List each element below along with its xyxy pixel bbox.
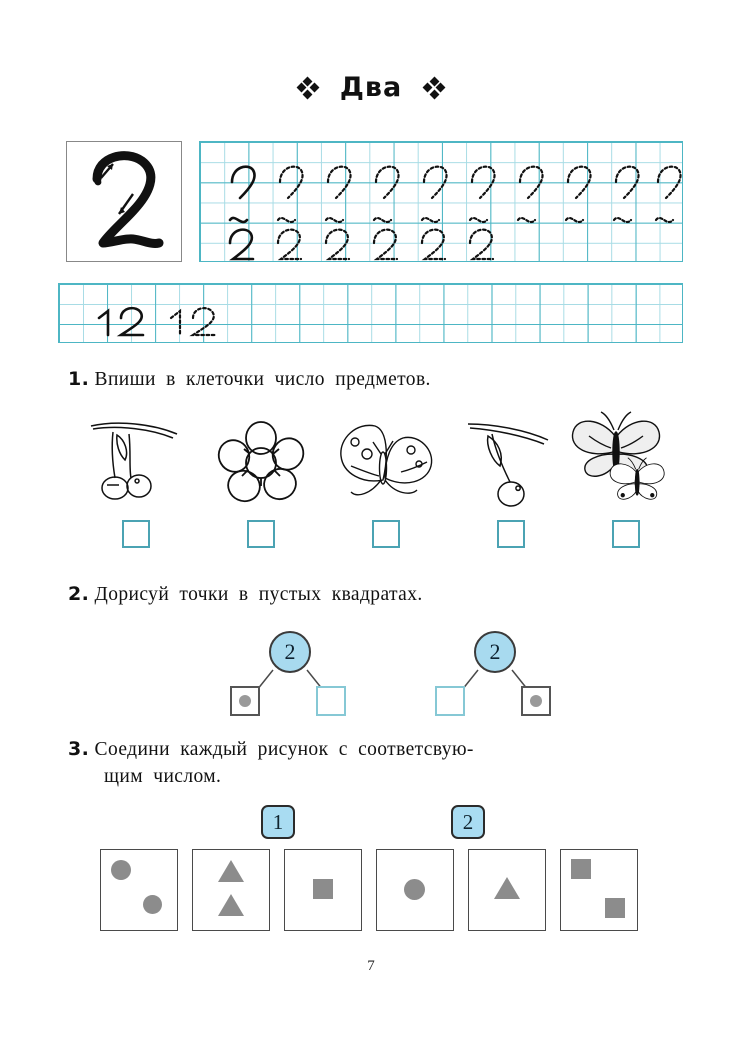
shape-card-2[interactable] [192, 849, 270, 931]
bond-total-circle: 2 [474, 631, 516, 673]
circle-shape [111, 860, 131, 880]
task-1-item-flower [198, 408, 324, 553]
tracing-glyphs-bottom [59, 284, 682, 342]
task-3-text-line2: щим числом. [104, 766, 222, 787]
task-1-answer-box[interactable] [247, 520, 275, 548]
diamond-ornament-right-icon [424, 78, 444, 98]
task-3-number: 3. [68, 738, 90, 760]
task-2-text: Дорисуй точки в пустых квадратах. [94, 584, 423, 605]
task-1-item-butterfly [323, 408, 449, 553]
cherry-icon [448, 408, 574, 513]
page-title [0, 72, 742, 103]
flower-icon [198, 408, 324, 513]
bond-part-filled-square [521, 686, 551, 716]
task-1-picture-row [58, 408, 688, 553]
model-digit-box [66, 141, 182, 262]
bond-part-filled-square [230, 686, 260, 716]
task-2-heading [68, 583, 423, 606]
triangle-shape [218, 894, 244, 916]
shape-card-1[interactable] [100, 849, 178, 931]
shape-card-3[interactable] [284, 849, 362, 931]
tracing-glyphs [200, 142, 682, 261]
title-text: Два [339, 72, 403, 103]
task-1-item-cherries-two [73, 408, 199, 553]
number-bond-2 [400, 628, 590, 718]
cherries-icon [73, 408, 199, 513]
bond-part-empty-square[interactable] [316, 686, 346, 716]
number-bond-1 [195, 628, 385, 718]
shape-card-4[interactable] [376, 849, 454, 931]
task-3-text-line1: Соедини каждый рисунок с соответсвую- [94, 739, 474, 760]
tracing-grid-bottom[interactable] [58, 283, 683, 343]
task-3-heading [68, 738, 474, 787]
butterflies-icon [563, 408, 689, 513]
number-tag-1[interactable]: 1 [261, 805, 295, 839]
square-shape [571, 859, 591, 879]
triangle-shape [218, 860, 244, 882]
bond-part-empty-square[interactable] [435, 686, 465, 716]
task-1-number: 1. [68, 368, 90, 390]
square-shape [605, 898, 625, 918]
shape-card-6[interactable] [560, 849, 638, 931]
tracing-grid-main[interactable] [199, 141, 683, 262]
task-1-answer-box[interactable] [612, 520, 640, 548]
triangle-shape [494, 877, 520, 899]
bond-total-circle: 2 [269, 631, 311, 673]
shape-card-5[interactable] [468, 849, 546, 931]
circle-shape [404, 879, 425, 900]
model-digit-2-icon [67, 142, 181, 261]
circle-shape [143, 895, 162, 914]
task-1-item-cherry-one [448, 408, 574, 553]
task-1-text: Впиши в клеточки число предметов. [94, 369, 431, 390]
task-1-answer-box[interactable] [372, 520, 400, 548]
dot-icon [239, 695, 251, 707]
task-1-item-butterflies-two [563, 408, 689, 553]
task-1-heading [68, 368, 431, 391]
diamond-ornament-left-icon [298, 78, 318, 98]
butterfly-icon [323, 408, 449, 513]
task-1-answer-box[interactable] [122, 520, 150, 548]
task-1-answer-box[interactable] [497, 520, 525, 548]
square-shape [313, 879, 333, 899]
page-number: 7 [367, 958, 375, 974]
task-2-number: 2. [68, 583, 90, 605]
number-tag-2[interactable]: 2 [451, 805, 485, 839]
dot-icon [530, 695, 542, 707]
